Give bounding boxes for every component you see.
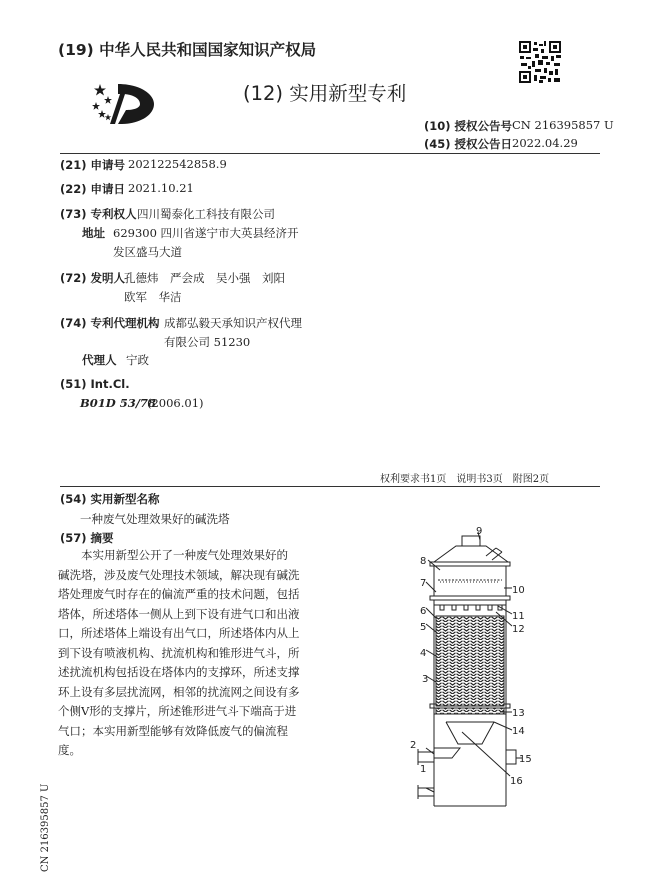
abstract-line: 塔体，所述塔体一侧从上到下设有进气口和出液	[58, 606, 300, 621]
app-no-label: (21) 申请号	[60, 158, 126, 172]
pub-date: 2022.04.29	[512, 136, 578, 150]
figure-label: 8	[420, 556, 427, 567]
pub-date-label: (45) 授权公告日	[424, 137, 513, 151]
abstract-line: 塔处理废气时存在的偏流严重的技术问题，包括	[58, 587, 300, 601]
figure-label: 1	[420, 764, 427, 775]
figure-label: 13	[512, 708, 525, 719]
inventor-line1: 孔德炜 严会成 吴小强 刘阳	[124, 271, 285, 285]
agency-line1: 成都弘毅天承知识产权代理	[164, 316, 302, 330]
qr-code	[518, 40, 562, 84]
abstract-line: 碱洗塔，涉及废气处理技术领域，解决现有碱洗	[58, 567, 300, 582]
abstract-line: 述扰流机构包括设在塔体内的支撑环，所述支撑	[58, 665, 300, 679]
abstract-label: (57) 摘要	[60, 531, 114, 545]
figure-label: 11	[512, 611, 525, 622]
tower-drawing	[400, 526, 550, 846]
agent-label: 代理人	[82, 353, 117, 367]
abstract-line: 环上设有多层扰流网，相邻的扰流网之间设有多	[58, 684, 300, 699]
figure-label: 14	[512, 726, 525, 737]
address-label: 地址	[82, 226, 105, 240]
pub-number-label: (10) 授权公告号	[424, 119, 513, 133]
owner: 四川蜀泰化工科技有限公司	[137, 207, 275, 221]
figure-label: 9	[476, 526, 483, 537]
document-type: (12) 实用新型专利	[243, 82, 407, 105]
summary-rule	[60, 486, 600, 487]
ipc-version: (2006.01)	[147, 396, 204, 410]
agency-line2: 有限公司 51230	[164, 335, 251, 349]
abstract-text	[58, 546, 300, 761]
figure-label: 6	[420, 606, 427, 617]
figure-label: 7	[420, 578, 427, 589]
agency-label: (74) 专利代理机构	[60, 316, 160, 330]
app-date: 2021.10.21	[128, 181, 194, 195]
address-line1: 629300 四川省遂宁市大英县经济开	[113, 226, 299, 240]
figure-label: 3	[422, 674, 429, 685]
ipc-code: B01D 53/78	[80, 396, 156, 410]
inventor-label: (72) 发明人	[60, 271, 126, 285]
figure-label: 16	[510, 776, 523, 787]
abstract-line: 本实用新型公开了一种废气处理效果好的	[58, 548, 288, 562]
figure-label: 10	[512, 585, 525, 596]
header-rule	[60, 153, 600, 154]
figure-label: 12	[512, 624, 525, 635]
ipc-label: (51) Int.Cl.	[60, 377, 130, 391]
figure-label: 4	[420, 648, 427, 659]
app-no: 202122542858.9	[128, 157, 227, 171]
abstract-line: 到下设有喷液机构、扰流机构和锥形进气斗，所	[58, 645, 300, 660]
page-summary: 权利要求书1页 说明书3页 附图2页	[380, 474, 550, 485]
title-label: (54) 实用新型名称	[60, 492, 160, 506]
side-publication-code: CN 216395857 U	[40, 783, 51, 872]
abstract-line: 气口；本实用新型能够有效降低废气的偏流程	[58, 723, 288, 738]
app-date-label: (22) 申请日	[60, 182, 126, 196]
pub-number: CN 216395857 U	[512, 118, 614, 132]
cnipa-logo	[88, 80, 160, 126]
figure-label: 2	[410, 740, 417, 751]
figure-label: 5	[420, 622, 427, 633]
abstract-line: 度。	[58, 743, 81, 757]
office-name: (19) 中华人民共和国国家知识产权局	[58, 41, 317, 59]
agent: 宁政	[126, 353, 149, 367]
inventor-line2: 欧军 华洁	[124, 290, 182, 304]
figure-label: 15	[519, 754, 532, 765]
utility-model-title: 一种废气处理效果好的碱洗塔	[80, 512, 230, 526]
address-line2: 发区盛马大道	[113, 245, 182, 259]
abstract-line: 个侧V形的支撑片，所述锥形进气斗下端高于进	[58, 704, 297, 718]
abstract-line: 口，所述塔体上端设有出气口，所述塔体内从上	[58, 626, 300, 640]
owner-label: (73) 专利权人	[60, 207, 137, 221]
